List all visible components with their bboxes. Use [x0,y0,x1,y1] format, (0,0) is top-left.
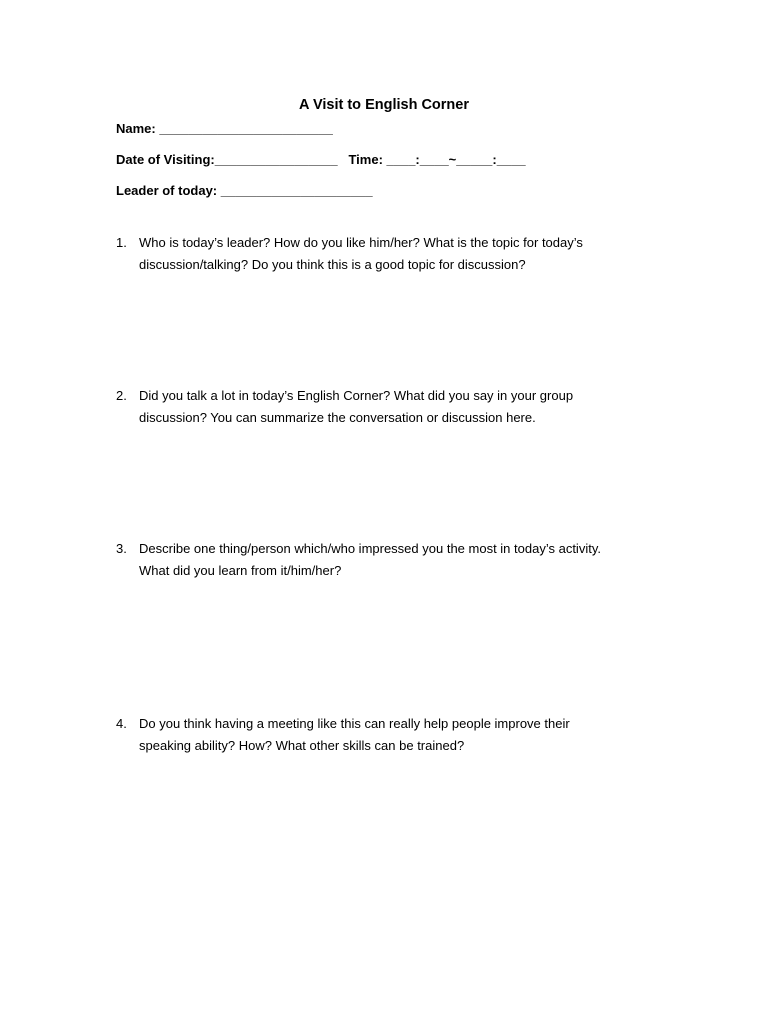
date-time-field: Date of Visiting:_________________ Time: ____:____~_____:____ [116,152,526,167]
page-title: A Visit to English Corner [299,97,469,113]
question-text: Do you think having a meeting like this can really help people improve their speaking ability? How? What other skills can be trained? [139,716,570,753]
question-text: Did you talk a lot in today’s English Corner? What did you say in your group discussion? You can summarize the conversation or discussion here. [139,388,574,425]
question-text: Describe one thing/person which/who impressed you the most in today’s activity. What did you learn from it/him/her? [139,541,601,578]
question-4 [116,713,676,757]
question-text: Who is today’s leader? How do you like him/her? What is the topic for today’s discussion/talking? Do you think this is a good topic for discussion? [139,235,583,272]
question-number: 1. [116,235,127,250]
question-3 [116,538,676,582]
question-number: 4. [116,716,127,731]
question-1 [116,232,676,276]
question-number: 2. [116,388,127,403]
question-number: 3. [116,541,127,556]
question-2 [116,385,676,429]
leader-field: Leader of today: _____________________ [116,183,373,198]
name-field: Name: ________________________ [116,121,333,136]
